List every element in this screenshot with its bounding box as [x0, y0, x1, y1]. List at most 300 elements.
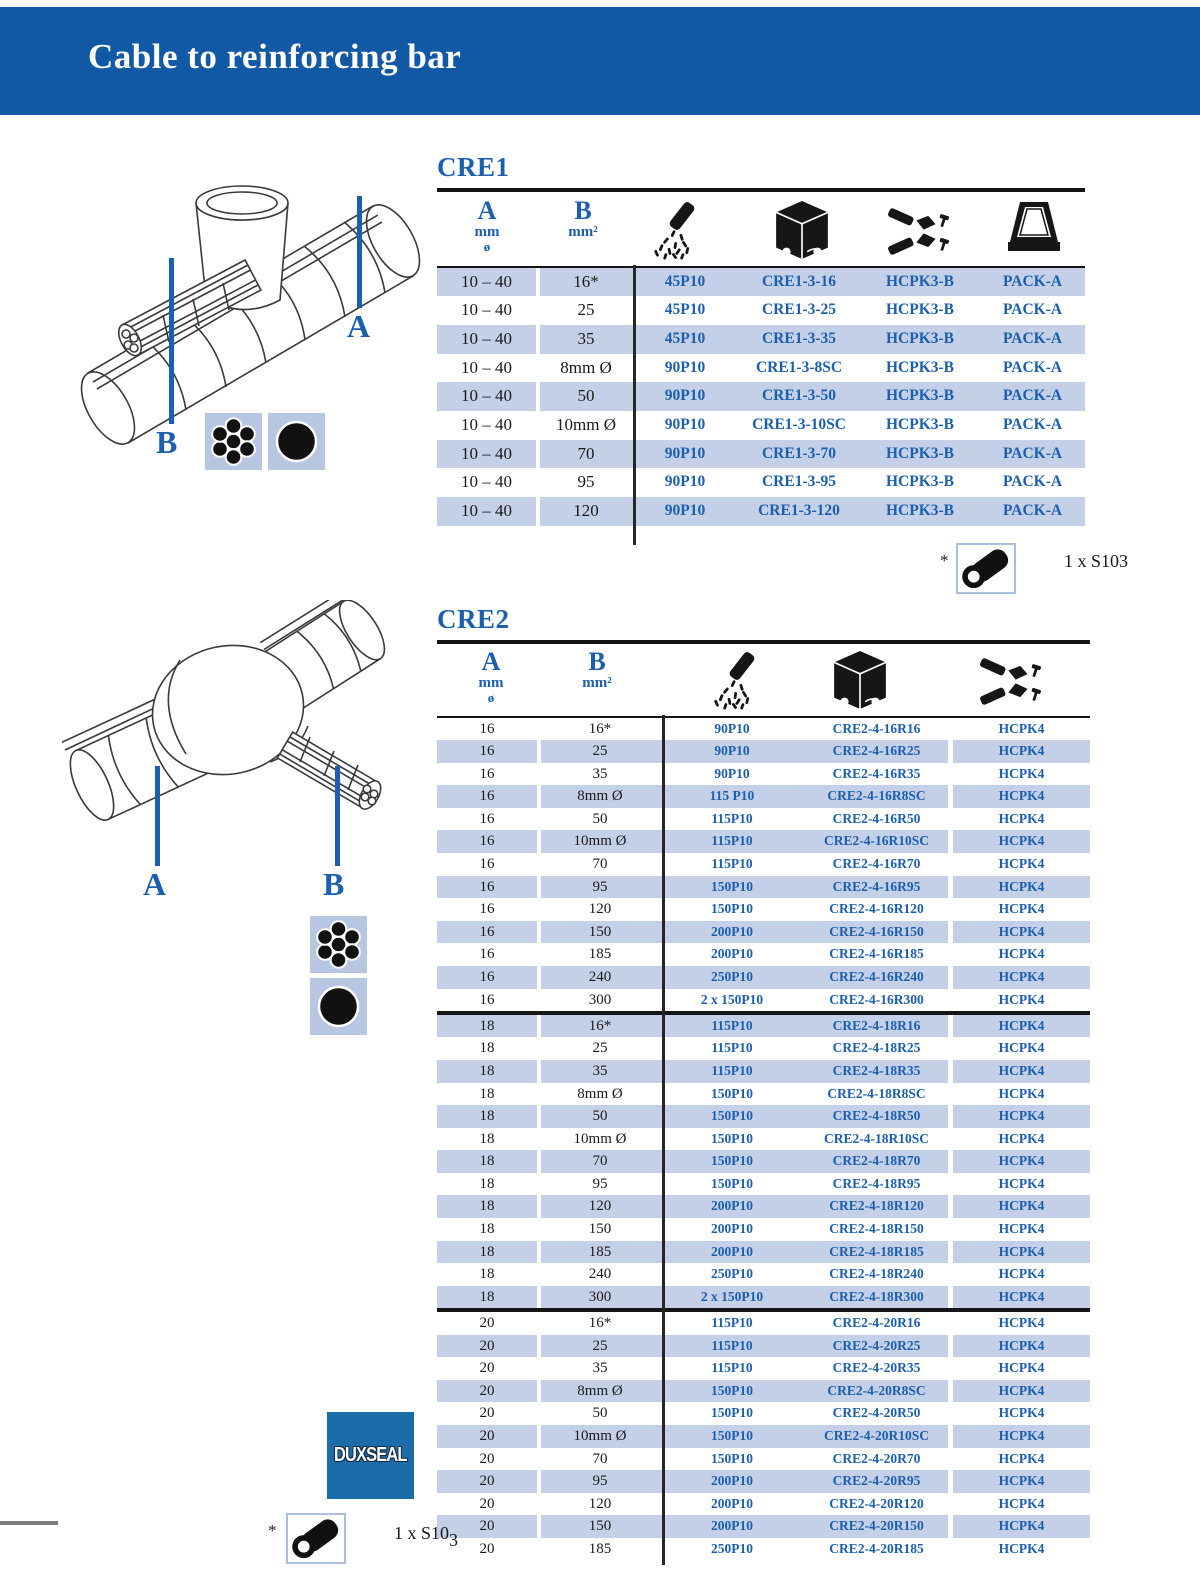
cell-handle-clamp: HCPK3-B: [885, 272, 955, 290]
cell-diameter: 18: [479, 1130, 495, 1147]
cell-product-code: CRE2-4-16R16: [832, 720, 921, 736]
row-cells: [541, 1538, 948, 1561]
cell-conductor-size: 70: [592, 856, 608, 873]
cell-conductor-size: 35: [592, 1360, 608, 1377]
table-row: [437, 1128, 1090, 1151]
cell-handle-clamp: HCPK4: [953, 1015, 1090, 1038]
cable-sleeve-icon: [956, 543, 1016, 594]
table-row: [437, 1380, 1090, 1403]
row-cells: [541, 808, 948, 831]
row-cells: [541, 943, 948, 966]
cell-handle-clamp: HCPK4: [998, 1360, 1045, 1376]
cell-handle-clamp: HCPK4: [998, 1221, 1045, 1237]
cell-diameter: 18: [437, 1060, 537, 1083]
cell-handle-clamp: HCPK4: [998, 1405, 1045, 1421]
cre1-title: CRE1: [437, 152, 510, 182]
table-row: [437, 1195, 1090, 1218]
cell-diameter-range: 10 – 40: [437, 268, 536, 297]
cell-diameter: 20: [437, 1335, 537, 1358]
cell-handle-clamp: HCPK3-B: [885, 415, 955, 433]
table-row: [437, 1425, 1090, 1448]
cell-powder-charge: 90P10: [664, 387, 706, 405]
cell-conductor-size: 10mm Ø: [573, 833, 627, 850]
cell-conductor-size: 95: [577, 472, 595, 492]
page-title: Cable to reinforcing bar: [88, 37, 462, 76]
footnote-text: 1 x S103: [394, 1523, 459, 1550]
cell-handle-clamp: HCPK4: [953, 1241, 1090, 1264]
cell-handle-clamp: HCPK3-B: [885, 444, 955, 462]
cell-powder-charge: 115P10: [711, 1360, 753, 1376]
cell-product-code: CRE2-4-18R70: [832, 1153, 921, 1169]
row-cells: [540, 382, 1085, 411]
cell-conductor-size: 8mm Ø: [560, 357, 612, 377]
cell-powder-charge: 150P10: [711, 1130, 753, 1146]
cell-powder-charge: 200P10: [711, 1243, 753, 1259]
cell-conductor-size: 70: [577, 443, 595, 463]
table-row: [437, 382, 1085, 411]
cell-powder-charge: 90P10: [714, 765, 750, 781]
cell-diameter: 20: [437, 1470, 537, 1493]
cell-handle-clamp: HCPK4: [998, 1450, 1045, 1466]
cell-product-code: CRE2-4-18R35: [832, 1062, 921, 1078]
table-row: [437, 1493, 1090, 1516]
row-cells: [541, 1380, 948, 1403]
cell-conductor-size: 25: [592, 743, 608, 760]
cre1-table-rows: [437, 268, 1085, 526]
cell-conductor-size: 240: [588, 969, 612, 986]
cell-conductor-size: 25: [592, 1337, 608, 1354]
cre2-table-body: [437, 718, 1090, 1561]
cell-product-code: CRE2-4-18R8SC: [827, 1085, 926, 1101]
cell-handle-clamp: HCPK4: [953, 876, 1090, 899]
table-row: [437, 1515, 1090, 1538]
cell-product-code: CRE2-4-20R10SC: [823, 1427, 929, 1443]
cell-handle-clamp: HCPK3-B: [885, 387, 955, 405]
cell-diameter-range: 10 – 40: [437, 382, 536, 411]
table-row: [437, 763, 1090, 786]
cell-pack: PACK-A: [1002, 473, 1063, 491]
row-cells: [541, 740, 948, 763]
page-number: 3: [449, 1530, 459, 1550]
cell-handle-clamp: HCPK4: [953, 1515, 1090, 1538]
cell-handle-clamp: HCPK4: [953, 1425, 1090, 1448]
cell-conductor-size: 35: [592, 1062, 608, 1079]
column-b-header: B mm²: [568, 195, 598, 240]
table-row: [437, 1335, 1090, 1358]
cell-powder-charge: 115P10: [711, 810, 753, 826]
column-a-header: A mm ø: [478, 646, 504, 705]
row-cells: [541, 966, 948, 989]
solid-conductor-cross-section-icon: [310, 978, 367, 1035]
cell-product-code: CRE2-4-18R50: [832, 1108, 921, 1124]
table-row: [437, 989, 1090, 1012]
row-cells: [540, 468, 1085, 497]
row-cells: [541, 1105, 948, 1128]
cell-conductor-size: 16*: [588, 720, 612, 737]
cell-product-code: CRE2-4-20R150: [829, 1518, 924, 1534]
cell-diameter-range: 10 – 40: [461, 300, 512, 320]
cell-diameter: 18: [437, 1286, 537, 1309]
row-cells: [541, 1173, 948, 1196]
row-cells: [541, 1425, 948, 1448]
row-cells: [540, 268, 1085, 297]
row-cells: [541, 1060, 948, 1083]
cell-conductor-size: 10mm Ø: [556, 414, 616, 434]
cell-powder-charge: 250P10: [711, 1540, 753, 1556]
cell-product-code: CRE2-4-18R240: [829, 1266, 924, 1282]
cell-product-code: CRE2-4-16R25: [832, 743, 921, 759]
table-row: [437, 268, 1085, 297]
row-cells: [540, 296, 1085, 325]
table-row: [437, 808, 1090, 831]
row-cells: [541, 1493, 948, 1516]
row-cells: [541, 830, 948, 853]
cell-powder-charge: 115P10: [711, 1062, 753, 1078]
cre2-connector-drawing: [62, 600, 442, 900]
cell-diameter: 20: [479, 1405, 495, 1422]
cell-conductor-size: 300: [588, 1288, 612, 1305]
cell-conductor-size: 50: [577, 386, 595, 406]
cell-product-code: CRE1-3-10SC: [752, 415, 846, 433]
cell-diameter: 18: [479, 1085, 495, 1102]
cell-handle-clamp: HCPK4: [998, 1540, 1045, 1556]
table-row: [437, 296, 1085, 325]
margin-rule: [0, 1521, 58, 1525]
cell-diameter-range: 10 – 40: [437, 440, 536, 469]
duxseal-logo: DUXSEAL: [327, 1412, 414, 1499]
cell-conductor-size: 70: [592, 1450, 608, 1467]
cell-product-code: CRE2-4-20R50: [832, 1405, 921, 1421]
cell-powder-charge: 250P10: [711, 1266, 753, 1282]
table-row: [437, 1357, 1090, 1380]
row-cells: [540, 440, 1085, 469]
cell-product-code: CRE2-4-20R35: [832, 1360, 921, 1376]
cell-conductor-size: 70: [592, 1153, 608, 1170]
table-row: [437, 325, 1085, 354]
row-cells: [541, 1150, 948, 1173]
row-cells: [541, 1037, 948, 1060]
cell-powder-charge: 200P10: [711, 1518, 753, 1534]
solid-conductor-cross-section-icon: [268, 413, 325, 470]
cell-diameter: 16: [479, 810, 495, 827]
cell-conductor-size: 8mm Ø: [577, 1382, 623, 1399]
cell-diameter: 16: [437, 830, 537, 853]
cell-powder-charge: 150P10: [711, 1450, 753, 1466]
table-row: [437, 1218, 1090, 1241]
clamp-icon: [887, 204, 953, 259]
row-cells: [541, 921, 948, 944]
cell-powder-charge: 115P10: [711, 1017, 753, 1033]
cell-product-code: CRE1-3-95: [761, 473, 837, 491]
cell-product-code: CRE1-3-25: [761, 301, 837, 319]
cell-conductor-size: 10mm Ø: [573, 1427, 627, 1444]
cell-powder-charge: 150P10: [711, 1108, 753, 1124]
cell-handle-clamp: HCPK4: [998, 765, 1045, 781]
cre1-section: [437, 152, 1085, 526]
cell-powder-charge: 150P10: [711, 1085, 753, 1101]
cell-diameter: 20: [437, 1515, 537, 1538]
cell-powder-charge: 150P10: [711, 1153, 753, 1169]
cell-handle-clamp: HCPK4: [998, 1040, 1045, 1056]
page-banner: [0, 7, 1200, 115]
cell-conductor-size: 120: [573, 501, 599, 520]
cell-handle-clamp: HCPK4: [998, 720, 1045, 736]
cell-handle-clamp: HCPK4: [998, 1266, 1045, 1282]
row-cells: [541, 876, 948, 899]
pack-tray-icon: [1005, 200, 1063, 256]
row-cells: [541, 1128, 948, 1151]
cell-powder-charge: 115P10: [711, 1337, 753, 1353]
cell-diameter: 18: [437, 1105, 537, 1128]
powder-icon: [649, 200, 707, 260]
row-cells: [541, 1263, 948, 1286]
cell-powder-charge: 2 x 150P10: [700, 991, 764, 1007]
table-row: [437, 1015, 1090, 1038]
table-row: [437, 1060, 1090, 1083]
cell-conductor-size: 95: [592, 1473, 608, 1490]
cell-product-code: CRE2-4-18R300: [829, 1288, 924, 1304]
cell-diameter: 18: [437, 1195, 537, 1218]
cell-product-code: CRE1-3-16: [761, 272, 837, 290]
cell-product-code: CRE2-4-20R70: [832, 1450, 921, 1466]
cell-diameter: 20: [479, 1540, 495, 1557]
cell-pack: PACK-A: [1002, 415, 1063, 433]
cell-powder-charge: 90P10: [664, 358, 706, 376]
cell-product-code: CRE2-4-20R185: [829, 1540, 924, 1556]
mould-icon: [775, 200, 829, 260]
row-cells: [541, 898, 948, 921]
cell-handle-clamp: HCPK4: [998, 1495, 1045, 1511]
footnote-asterisk: *: [940, 551, 949, 570]
row-cells: [540, 497, 1085, 526]
row-cells: [541, 1515, 948, 1538]
cre2-section: [437, 604, 1090, 1560]
cell-diameter: 16: [479, 901, 495, 918]
cell-product-code: CRE2-4-18R25: [832, 1040, 921, 1056]
cell-handle-clamp: HCPK4: [998, 856, 1045, 872]
mould-icon: [833, 650, 887, 710]
table-column-divider: [633, 265, 636, 545]
cell-conductor-size: 150: [588, 923, 612, 940]
table-row: [437, 1173, 1090, 1196]
cell-handle-clamp: HCPK4: [953, 1150, 1090, 1173]
cell-diameter: 20: [479, 1360, 495, 1377]
cell-powder-charge: 45P10: [664, 272, 706, 290]
cell-powder-charge: 2 x 150P10: [700, 1288, 764, 1304]
cell-diameter-range: 10 – 40: [437, 497, 536, 526]
stranded-cable-cross-section-icon: [205, 413, 262, 470]
footnote-text: 1 x S103: [1064, 551, 1129, 571]
cell-product-code: CRE2-4-20R16: [832, 1314, 921, 1330]
table-row: [437, 785, 1090, 808]
cell-product-code: CRE1-3-35: [761, 329, 837, 347]
cell-diameter-range: 10 – 40: [437, 325, 536, 354]
cell-product-code: CRE2-4-18R120: [829, 1198, 924, 1214]
cell-diameter: 20: [479, 1314, 495, 1331]
cell-powder-charge: 45P10: [664, 329, 706, 347]
cell-powder-charge: 115P10: [711, 856, 753, 872]
cell-product-code: CRE2-4-16R120: [829, 901, 924, 917]
cell-powder-charge: 150P10: [711, 1405, 753, 1421]
table-row: [437, 830, 1090, 853]
cre2-table-header: [437, 644, 1090, 716]
cell-conductor-size: 16*: [588, 1017, 612, 1034]
footnote-asterisk: *: [268, 1521, 277, 1540]
cell-conductor-size: 300: [588, 991, 612, 1008]
cell-handle-clamp: HCPK4: [953, 1060, 1090, 1083]
cell-handle-clamp: HCPK4: [998, 991, 1045, 1007]
cell-handle-clamp: HCPK4: [998, 1085, 1045, 1101]
cell-conductor-size: 8mm Ø: [577, 1085, 623, 1102]
cell-conductor-size: 95: [592, 1175, 608, 1192]
table-row: [437, 1150, 1090, 1173]
clamp-icon: [979, 654, 1045, 709]
table-row: [437, 440, 1085, 469]
row-cells: [541, 1335, 948, 1358]
cell-conductor-size: 35: [577, 328, 595, 348]
cre2-leader-b: [335, 766, 340, 866]
cell-conductor-size: 120: [588, 1198, 612, 1215]
column-a-header: A mm ø: [474, 195, 500, 254]
cell-product-code: CRE2-4-16R185: [829, 946, 924, 962]
cell-powder-charge: 200P10: [711, 923, 753, 939]
cell-product-code: CRE2-4-16R70: [832, 856, 921, 872]
row-cells: [541, 1470, 948, 1493]
cell-pack: PACK-A: [1002, 329, 1063, 347]
cell-powder-charge: 115 P10: [709, 788, 755, 804]
cell-conductor-size: 35: [592, 765, 608, 782]
cre1-leader-a: [357, 196, 362, 308]
table-row: [437, 853, 1090, 876]
cell-handle-clamp: HCPK4: [998, 810, 1045, 826]
cell-diameter: 16: [437, 966, 537, 989]
table-row: [437, 1105, 1090, 1128]
cell-conductor-size: 185: [588, 946, 612, 963]
table-row: [437, 497, 1085, 526]
table-row: [437, 876, 1090, 899]
cell-handle-clamp: HCPK4: [953, 1195, 1090, 1218]
cell-diameter-range: 10 – 40: [461, 472, 512, 492]
cre1-leader-b: [169, 258, 174, 424]
row-cells: [541, 1195, 948, 1218]
cell-product-code: CRE2-4-20R8SC: [827, 1382, 926, 1398]
cre1-label-a: A: [347, 308, 371, 344]
cell-diameter: 18: [479, 1266, 495, 1283]
cell-handle-clamp: HCPK4: [998, 946, 1045, 962]
cell-diameter: 16: [437, 921, 537, 944]
column-b-header: B mm²: [582, 646, 612, 691]
cell-powder-charge: 115P10: [711, 1314, 753, 1330]
cell-conductor-size: 185: [588, 1243, 612, 1260]
cell-handle-clamp: HCPK4: [953, 1470, 1090, 1493]
cell-diameter: 18: [479, 1040, 495, 1057]
row-cells: [541, 1286, 948, 1309]
cell-conductor-size: 150: [588, 1518, 612, 1535]
cell-powder-charge: 150P10: [711, 1175, 753, 1191]
cell-handle-clamp: HCPK4: [953, 740, 1090, 763]
cell-powder-charge: 200P10: [711, 1198, 753, 1214]
table-row: [437, 921, 1090, 944]
cell-powder-charge: 90P10: [714, 720, 750, 736]
cell-handle-clamp: HCPK4: [998, 901, 1045, 917]
cell-conductor-size: 25: [577, 300, 595, 320]
cell-powder-charge: 90P10: [664, 415, 706, 433]
cell-diameter: 16: [479, 856, 495, 873]
row-cells: [541, 1015, 948, 1038]
cell-product-code: CRE2-4-16R10SC: [823, 833, 929, 849]
table-row: [437, 740, 1090, 763]
cell-diameter: 20: [479, 1450, 495, 1467]
cell-product-code: CRE1-3-8SC: [755, 358, 843, 376]
row-cells: [541, 1083, 948, 1106]
table-row: [437, 1241, 1090, 1264]
table-row: [437, 1263, 1090, 1286]
cre2-leader-a: [155, 766, 160, 866]
cell-handle-clamp: HCPK4: [953, 785, 1090, 808]
table-row: [437, 411, 1085, 440]
cell-conductor-size: 25: [592, 1040, 608, 1057]
row-cells: [541, 1402, 948, 1425]
cell-conductor-size: 10mm Ø: [573, 1130, 627, 1147]
cell-pack: PACK-A: [1002, 387, 1063, 405]
cre2-group-16: [437, 718, 1090, 1012]
cell-diameter: 16: [437, 740, 537, 763]
row-cells: [541, 1218, 948, 1241]
cell-diameter-range: 10 – 40: [461, 357, 512, 377]
cell-powder-charge: 150P10: [711, 901, 753, 917]
row-cells: [541, 1312, 948, 1335]
table-row: [437, 354, 1085, 383]
cell-conductor-size: 16*: [588, 1314, 612, 1331]
cell-handle-clamp: HCPK4: [953, 1335, 1090, 1358]
cell-handle-clamp: HCPK3-B: [885, 502, 955, 519]
cell-handle-clamp: HCPK3-B: [885, 329, 955, 347]
cre2-title: CRE2: [437, 604, 510, 634]
cell-powder-charge: 90P10: [664, 473, 706, 491]
cell-powder-charge: 115P10: [711, 1040, 753, 1056]
table-row: [437, 718, 1090, 741]
cell-diameter: 16: [479, 991, 495, 1008]
row-cells: [541, 718, 948, 741]
cell-powder-charge: 200P10: [711, 1221, 753, 1237]
cell-powder-charge: 250P10: [711, 969, 753, 985]
cell-powder-charge: 200P10: [711, 946, 753, 962]
cell-product-code: CRE2-4-20R95: [832, 1473, 921, 1489]
row-cells: [541, 1448, 948, 1471]
cell-product-code: CRE2-4-16R35: [832, 765, 921, 781]
table-row: [437, 1037, 1090, 1060]
cre2-label-a: A: [143, 866, 167, 902]
cell-product-code: CRE2-4-18R10SC: [823, 1130, 929, 1146]
cell-diameter: 16: [437, 785, 537, 808]
cell-pack: PACK-A: [1002, 444, 1063, 462]
cell-conductor-size: 16*: [573, 271, 599, 291]
cell-product-code: CRE2-4-18R150: [829, 1221, 924, 1237]
cell-product-code: CRE2-4-18R95: [832, 1175, 921, 1191]
cell-diameter: 16: [479, 946, 495, 963]
row-cells: [541, 763, 948, 786]
cell-powder-charge: 90P10: [664, 444, 706, 462]
cell-product-code: CRE2-4-16R300: [829, 991, 924, 1007]
cell-diameter: 18: [479, 1175, 495, 1192]
cell-pack: PACK-A: [1002, 301, 1063, 319]
row-cells: [540, 411, 1085, 440]
cell-conductor-size: 50: [592, 1405, 608, 1422]
cell-product-code: CRE1-3-50: [761, 387, 837, 405]
cell-product-code: CRE2-4-16R95: [832, 878, 921, 894]
cell-diameter: 18: [437, 1241, 537, 1264]
cell-diameter-range: 10 – 40: [461, 414, 512, 434]
